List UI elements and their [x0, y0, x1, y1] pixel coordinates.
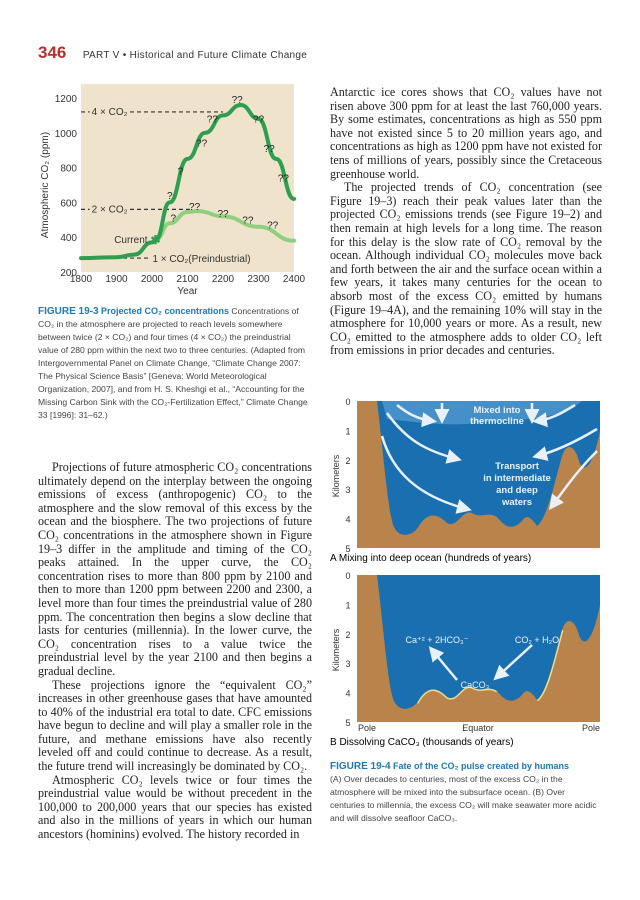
reference-line-label: 2 × CO₂ — [91, 204, 128, 216]
panel-a — [357, 401, 600, 548]
caption-text: Concentrations of CO₂ in the atmosphere are projected to reach levels somewhere between twice (2 × CO₂) and four times (4 × CO₂) the preindustrial value of 280 ppm within the next two to three centuries. (Adapted from Intergovernmental Panel on Climate Change, “Climate Change 2007: The Physical Science Basis” [Geneva: World Meteorological Organization, 2007], and from H. S. Kheshgi et al., “Accounting for the Missing Carbon Sink with the CO₂-Fertilization Effect,” Climate Change 33 [1996]: 31–62.) — [38, 306, 308, 420]
depth-tick-label: 0 — [345, 397, 351, 407]
uncertainty-mark: ?? — [196, 138, 208, 150]
x-label-pole-right: Pole — [581, 723, 600, 733]
label-mixed-into: Mixed into — [473, 405, 521, 416]
label-intermediate: in intermediate — [483, 473, 551, 484]
x-tick-label: 1900 — [105, 274, 128, 285]
paragraph: Projections of future atmospheric CO₂ concentrations ultimately depend on the interplay between the ongoing emissions of excess (anthropogenic) CO₂ to the atmosphere and the slow removal of this excess by the ocean and the biosphere. The two projections of future CO₂ concentrations in the atmosphere shown in Figure 19–3 differ in the amplitude and timing of the CO₂ peaks attained. In the upper curve, the CO₂ concentration rises to more than 800 ppm by 2100 and then to more than 1200 ppm between 2200 and 2300, a level more than four times the preindustrial value of 280 ppm. The concentration then begins a slow decline that lasts for centuries (millennia). In the lower curve, the CO₂ concentration rises to a value twice the preindustrial level by the year 2100 and then begins a gradual decline. — [38, 460, 312, 678]
page-number: 346 — [38, 43, 67, 62]
uncertainty-mark: ?? — [242, 215, 254, 227]
co2-projection-chart — [0, 60, 320, 300]
y-tick-label: 1200 — [54, 94, 77, 105]
uncertainty-mark: ?? — [189, 202, 201, 214]
depth-tick-label: 3 — [345, 659, 351, 670]
depth-tick-label: 3 — [345, 485, 351, 496]
x-tick-label: 2100 — [176, 274, 199, 285]
caption-text: (A) Over decades to centuries, most of the excess CO₂ in the atmosphere will be mixed into the subsurface ocean. (B) Over centuries to millennia, the excess CO₂ will make seawater more acidic and will dissolve seafloor CaCO₃. — [330, 774, 597, 823]
depth-tick-label: 0 — [345, 571, 351, 581]
x-tick-label: 2300 — [247, 274, 270, 285]
figure-19-3-caption — [38, 305, 313, 422]
left-column-text — [38, 461, 312, 842]
y-tick-label: 1000 — [54, 128, 77, 140]
uncertainty-mark: ?? — [206, 114, 218, 126]
part-title: PART V • Historical and Future Climate Change — [82, 50, 308, 61]
uncertainty-mark: ?? — [277, 173, 289, 185]
depth-tick-label: 1 — [345, 600, 351, 611]
y-tick-label: 600 — [60, 198, 77, 210]
x-label-pole-left: Pole — [358, 723, 377, 733]
reference-line-label: 1 × CO₂(Preindustrial) — [152, 254, 251, 266]
panel-b — [357, 575, 600, 722]
x-tick-label: 2400 — [282, 274, 306, 285]
label-deep: and deep — [496, 485, 538, 496]
uncertainty-mark: ?? — [217, 209, 229, 221]
uncertainty-mark: ?? — [252, 114, 265, 126]
x-tick-label: 2200 — [211, 274, 235, 285]
uncertainty-mark: ? — [170, 213, 177, 225]
label-co2-water: CO₂ + H₂O — [514, 635, 560, 645]
uncertainty-mark: ?? — [231, 95, 243, 107]
x-label-equator: Equator — [462, 723, 494, 733]
paragraph: Antarctic ice cores shows that CO₂ values have not risen above 300 ppm for at least the last 760,000 years. By some estimates, concentrations as high as 550 ppm have not existed since 5 to 20 million years ago, and concentrations as high as 1200 ppm have not existed for tens of millions of years, possibly since the Cretaceous greenhouse world. — [330, 85, 602, 181]
ocean-mixing-figure — [330, 395, 610, 755]
depth-tick-label: 4 — [345, 514, 351, 525]
depth-tick-label: 5 — [345, 718, 351, 728]
label-bicarbonate: Ca⁺² + 2HCO₃⁻ — [405, 635, 469, 645]
uncertainty-mark: ? — [177, 166, 184, 178]
depth-tick-label: 2 — [345, 455, 351, 466]
reference-line-label: 4 × CO₂ — [91, 106, 128, 118]
y-tick-label: 200 — [60, 268, 77, 279]
paragraph: The projected trends of CO₂ concentration (see Figure 19–3) reach their peak values later than the projected CO₂ emissions trends (see Figure 19–2) and then remain at high levels for a long time. The reason for this delay is the slow rate of CO₂ removal by the ocean. Although individual CO₂ molecules move back and forth between the air and the surface ocean within a few years, it takes many centuries for the ocean to absorb most of the excess CO₂ emitted by humans (Figure 19–4A), and the remaining 10% will stay in the atmosphere for 10,000 years or more. As a result, new CO₂ emitted to the atmosphere adds to older CO₂ left from emissions in prior decades and centuries. — [330, 180, 602, 358]
depth-axis-label: Kilometers — [331, 628, 341, 672]
figure-number: FIGURE 19-4 — [330, 761, 391, 772]
label-waters: waters — [501, 497, 533, 508]
figure-19-4-caption — [330, 760, 602, 825]
current-marker-icon: ✱ — [150, 232, 161, 247]
depth-tick-label: 2 — [345, 629, 351, 640]
depth-axis-label: Kilometers — [331, 454, 341, 498]
label-caco3: CaCO₃ — [460, 680, 490, 690]
panel-a-caption: A Mixing into deep ocean (hundreds of years) — [330, 553, 532, 564]
depth-tick-label: 5 — [345, 544, 351, 554]
x-tick-label: 1800 — [69, 274, 93, 285]
figure-number: FIGURE 19-3 — [38, 306, 99, 317]
right-column-text — [330, 86, 602, 358]
y-axis-label: Atmospheric CO₂ (ppm) — [40, 131, 51, 239]
paragraph: Atmospheric CO₂ levels twice or four times the preindustrial value would be without precedent in the 100,000 to 200,000 years that our species has existed and also in the millions of years in which our human ancestors (hominins) evolved. The history recorded in — [38, 772, 312, 842]
depth-tick-label: 4 — [345, 688, 351, 699]
label-transport: Transport — [495, 461, 539, 472]
uncertainty-mark: ?? — [263, 143, 275, 155]
y-tick-label: 800 — [60, 163, 77, 175]
y-tick-label: 400 — [60, 233, 77, 245]
paragraph: These projections ignore the “equivalent CO₂” increases in other greenhouse gases that have amounted to 40% of the industrial era total to date. CFC emissions have begun to decline and will play a smaller role in the future, and methane emissions have also recently leveled off and could continue to decrease. As a result, the future trend will increasingly be dominated by CO₂. — [38, 677, 312, 774]
figure-title: Fate of the CO₂ pulse created by humans — [392, 761, 570, 771]
uncertainty-mark: ? — [166, 190, 173, 202]
label-thermocline: thermocline — [470, 416, 524, 427]
depth-tick-label: 1 — [345, 426, 351, 437]
current-label: Current — [114, 234, 148, 246]
figure-title: Projected CO₂ concentrations — [100, 306, 229, 316]
x-axis-label: Year — [177, 286, 198, 297]
uncertainty-mark: ?? — [267, 220, 279, 232]
panel-b-caption: B Dissolving CaCO₃ (thousands of years) — [330, 737, 514, 748]
x-tick-label: 2000 — [140, 274, 164, 285]
